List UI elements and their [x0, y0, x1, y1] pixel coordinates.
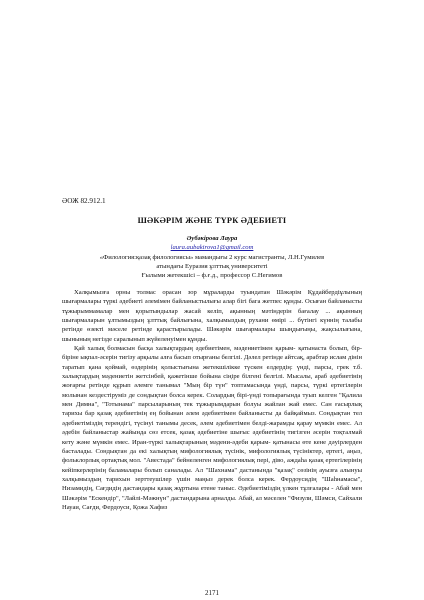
- author-name: Әубәкірова Лаура: [186, 235, 238, 242]
- affiliation-line-2: атындағы Еуразия ұлттық университеті: [156, 262, 268, 270]
- udc-code: ӘОЖ 82.912.1: [62, 197, 106, 205]
- supervisor-line: Ғылыми жетекшісі – ф.ғ.д., профессор С.Негимов: [141, 272, 283, 280]
- page-number: 2171: [205, 589, 219, 597]
- paper-title: ШӘКӘРІМ ЖӘНЕ ТҮРК ӘДЕБИЕТІ: [137, 216, 287, 225]
- affiliation-line-1: «Филология:қазақ филологиясы» мамандығы 2 курс магистранты, Л.Н.Гумилев: [99, 253, 325, 261]
- paragraph-1: Халқымызға орны толмас орасан зор мұраларды туындатан Шәкәрім Құдайбердіұлының шығармалары түркі әдебиеті әлемімен байланыстылығы алар бiгi бага жетпес құнды. Осыған байланысты тұжырыммамалар мен қорытындылар жасай келіп, ақынның мәтіндерін бағалау ... ақынның шығармаларын ұлтымыздың ұлттық байлығына, халқымыздың рухани өмірі ... бүтінгі күннің талабы ретінде өзекті мәселе ретінде қарастырылады. Шәкәрім шығармалары шыңдығыңы, жақсылығына, шынының негізде саралынып жүйеленуімен құнды.: [62, 289, 362, 343]
- author-block: [62, 234, 362, 280]
- body-text: [62, 288, 362, 512]
- paragraph-2: Қай халық болмасын басқа халықтардың әдебиетімен, мәдениетімен қарым- қатынаста болып, бір-біріне ықпал-әсерін тигізу арқылы алға басып отырғаны белгілі. Дәлел ретінде айтсақ, арабтар ислам дінін таратып қана қоймай, өздерінің қолыстығына жетекшілікке түскен елдердің: үнді, парсы, грек т.б. халықтардың мәдениетін жетсінбей, қажетінше бойына сіңіре білгені белгілі. Мысалы, араб әдебиетінің жоғарғы ретінде құрып әлемге танымал "Мың бір түн" топтамасында үнді, парсы, түркі ертегілерін молынан кездестіруміз де сондықтан болса керек. Солардың бірі-үнді топырағында туып келген "Қалила мен Димна", "Тотынама" парсыларының тек тұжырымдарын болуы жайлан жай емес. Сан ғасырлық тарихы бар қазақ әдебиетінің ең бойынан әлем әдебиетімен байланысты да байқаймыз. Сондықтан тел әдебиетіміздің терендігі, түсінуі танымы десек, әлем әдебиетімен белді-жарамды қарау мүмкін емес. Ал әдебін байланыстар жайында сөз етсек, қазақ әдебиетіне шығыс әдебиетінің тигізген әсерін тоқталмай кету және мүмкін емес. Иран-түркі халықтарының мәдени-әдеби қарым- қатынасы өте кене дәуірлерден басталады. Сондықтан да екі халықтың мифологиялық түсінік, мифологиялық түсініктер, ертегі, аңыз, фольклорлық ортақтық мол. "Авестада" бейнеленген мифологиялық пері, діво, аждаһа қазақ ертегілерінің кейіпкерлерінің баламалары болып саналады. Ал "Шахнама" дастанында "қазақ" сөзінің ауызға алынуы халқымыздың тарихын зерттеушілер үшін маңыз дерек болса керек. Фердоусидің "Шаһнамасы", Низамидің, Сағдидің дастандары қазақ жұртына етене таныс. Әдебиетіміздің үлкен тұлғалары - Абай мен Шәкәрім "Ескендір", "Лайлі-Мәжнүн" дастандарына арналды. Абай, ал мәселен "Физули, Шәмси, Сайхали Науаи, Сағди, Фердоуси, Қожа Хафиз: [62, 345, 362, 511]
- author-email-link[interactable]: laura.aubakirova1@gmail.com: [170, 244, 254, 252]
